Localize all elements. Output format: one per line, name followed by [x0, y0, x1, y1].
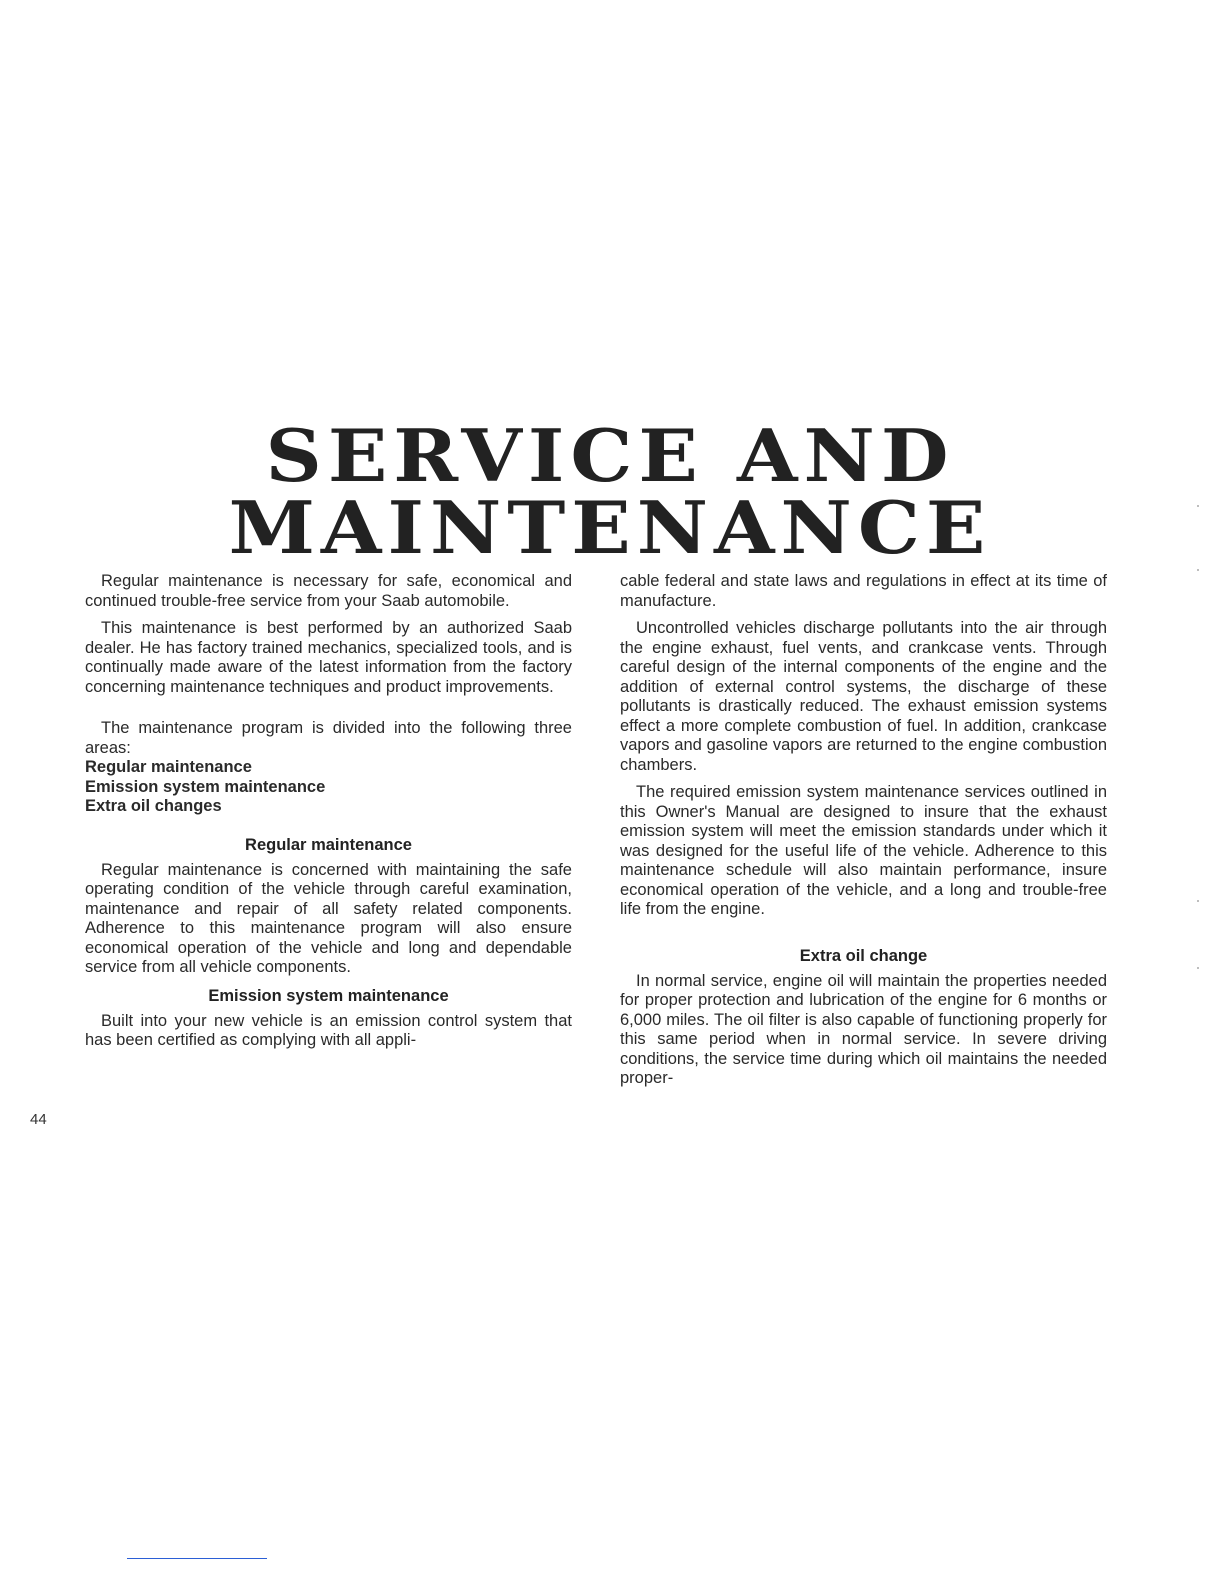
right-column: [620, 572, 1107, 1097]
area-item-regular: Regular maintenance: [85, 758, 252, 776]
left-column: [85, 572, 572, 1059]
intro-paragraph-1: Regular maintenance is necessary for safe, economical and continued trouble-free service from your Saab automobile.: [85, 572, 572, 610]
page-title-line-2: MAINTENANCE: [228, 486, 992, 571]
required-services-paragraph: The required emission system maintenance services outlined in this Owner's Manual are designed to insure that the exhaust emission system will meet the emission standards under which it was designed for the useful life of the vehicle. Adherence to this maintenance schedule will also maintain performance, insure economical operation of the vehicle, and a long and trouble-free life from the engine.: [620, 783, 1107, 918]
emission-maintenance-heading: Emission system maintenance: [208, 986, 449, 1005]
footer-rule: [127, 1558, 267, 1559]
emission-maintenance-paragraph: Built into your new vehicle is an emission control system that has been certified as complying with all appli-: [85, 1011, 572, 1049]
maintenance-areas-list: [85, 758, 572, 817]
scan-speck: [1197, 569, 1199, 571]
regular-maintenance-heading: Regular maintenance: [245, 835, 412, 854]
program-paragraph: The maintenance program is divided into the following three areas:: [85, 719, 572, 757]
continued-paragraph: cable federal and state laws and regulations in effect at its time of manufacture.: [620, 572, 1107, 610]
extra-oil-change-heading: Extra oil change: [799, 946, 928, 965]
scan-speck: [1197, 505, 1199, 507]
area-item-oil: Extra oil changes: [85, 797, 222, 815]
scan-speck: [1197, 900, 1199, 902]
scan-speck: [1197, 967, 1199, 969]
extra-oil-change-paragraph: In normal service, engine oil will maintain the properties needed for proper protection and lubrication of the engine for 6 months or 6,000 miles. The oil filter is also capable of functioning properly for this same period when in normal service. In severe driving conditions, the service time during which oil maintains the needed proper-: [620, 971, 1107, 1087]
page-title-line-1: SERVICE AND: [265, 414, 955, 499]
intro-paragraph-2: This maintenance is best performed by an authorized Saab dealer. He has factory trained mechanics, specialized tools, and is continually made aware of the latest information from the factory concerning maintenance techniques and product improvements.: [85, 619, 572, 696]
area-item-emission: Emission system maintenance: [85, 777, 326, 796]
page-number: 44: [30, 1111, 47, 1128]
regular-maintenance-paragraph: Regular maintenance is concerned with maintaining the safe operating condition of the vehicle through careful examination, maintenance and repair of all safety related components. Adherence to this maintenance program will also ensure economical operation of the vehicle and long and dependable service from all vehicle components.: [85, 860, 572, 976]
uncontrolled-vehicles-paragraph: Uncontrolled vehicles discharge pollutants into the air through the engine exhaust, fuel vents, and crankcase vents. Through careful design of the internal components of the engine and the addition of external control systems, the discharge of these pollutants is drastically reduced. The exhaust emission systems effect a more complete combustion of fuel. In addition, crankcase vapors and gasoline vapors are returned to the engine combustion chambers.: [620, 619, 1107, 774]
